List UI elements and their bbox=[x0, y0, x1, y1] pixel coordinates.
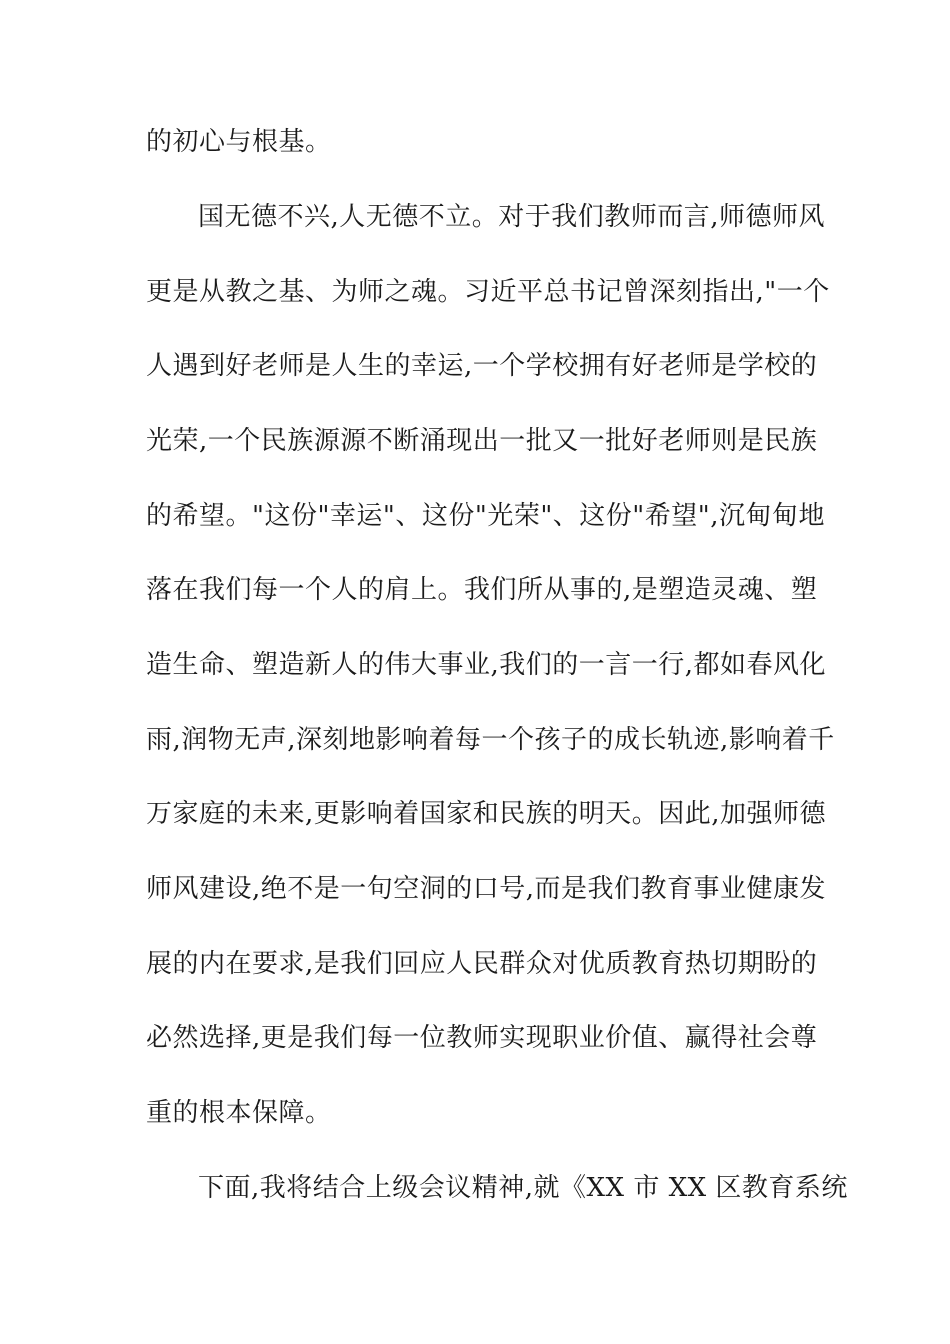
paragraph-start-line: 国无德不兴,人无德不立。对于我们教师而言,师德师风 bbox=[198, 202, 826, 232]
text-line: 的初心与根基。 bbox=[146, 127, 332, 157]
text-line: 更是从教之基、为师之魂。习近平总书记曾深刻指出,"一个 bbox=[146, 277, 830, 307]
paragraph-start-line: 下面,我将结合上级会议精神,就《XX 市 XX 区教育系统 bbox=[198, 1173, 848, 1203]
text-line: 雨,润物无声,深刻地影响着每一个孩子的成长轨迹,影响着千 bbox=[146, 725, 835, 755]
text-line: 光荣,一个民族源源不断涌现出一批又一批好老师则是民族 bbox=[146, 426, 818, 456]
text-line: 人遇到好老师是人生的幸运,一个学校拥有好老师是学校的 bbox=[146, 351, 818, 381]
text-line: 师风建设,绝不是一句空洞的口号,而是我们教育事业健康发 bbox=[146, 874, 827, 904]
text-line: 重的根本保障。 bbox=[146, 1098, 332, 1128]
text-line: 展的内在要求,是我们回应人民群众对优质教育热切期盼的 bbox=[146, 949, 818, 979]
text-line: 造生命、塑造新人的伟大事业,我们的一言一行,都如春风化 bbox=[146, 650, 827, 680]
text-line: 万家庭的未来,更影响着国家和民族的明天。因此,加强师德 bbox=[146, 799, 827, 829]
text-line: 的希望。"这份"幸运"、这份"光荣"、这份"希望",沉甸甸地 bbox=[146, 501, 825, 531]
text-line: 必然选择,更是我们每一位教师实现职业价值、赢得社会尊 bbox=[146, 1023, 818, 1053]
text-line: 落在我们每一个人的肩上。我们所从事的,是塑造灵魂、塑 bbox=[146, 575, 818, 605]
